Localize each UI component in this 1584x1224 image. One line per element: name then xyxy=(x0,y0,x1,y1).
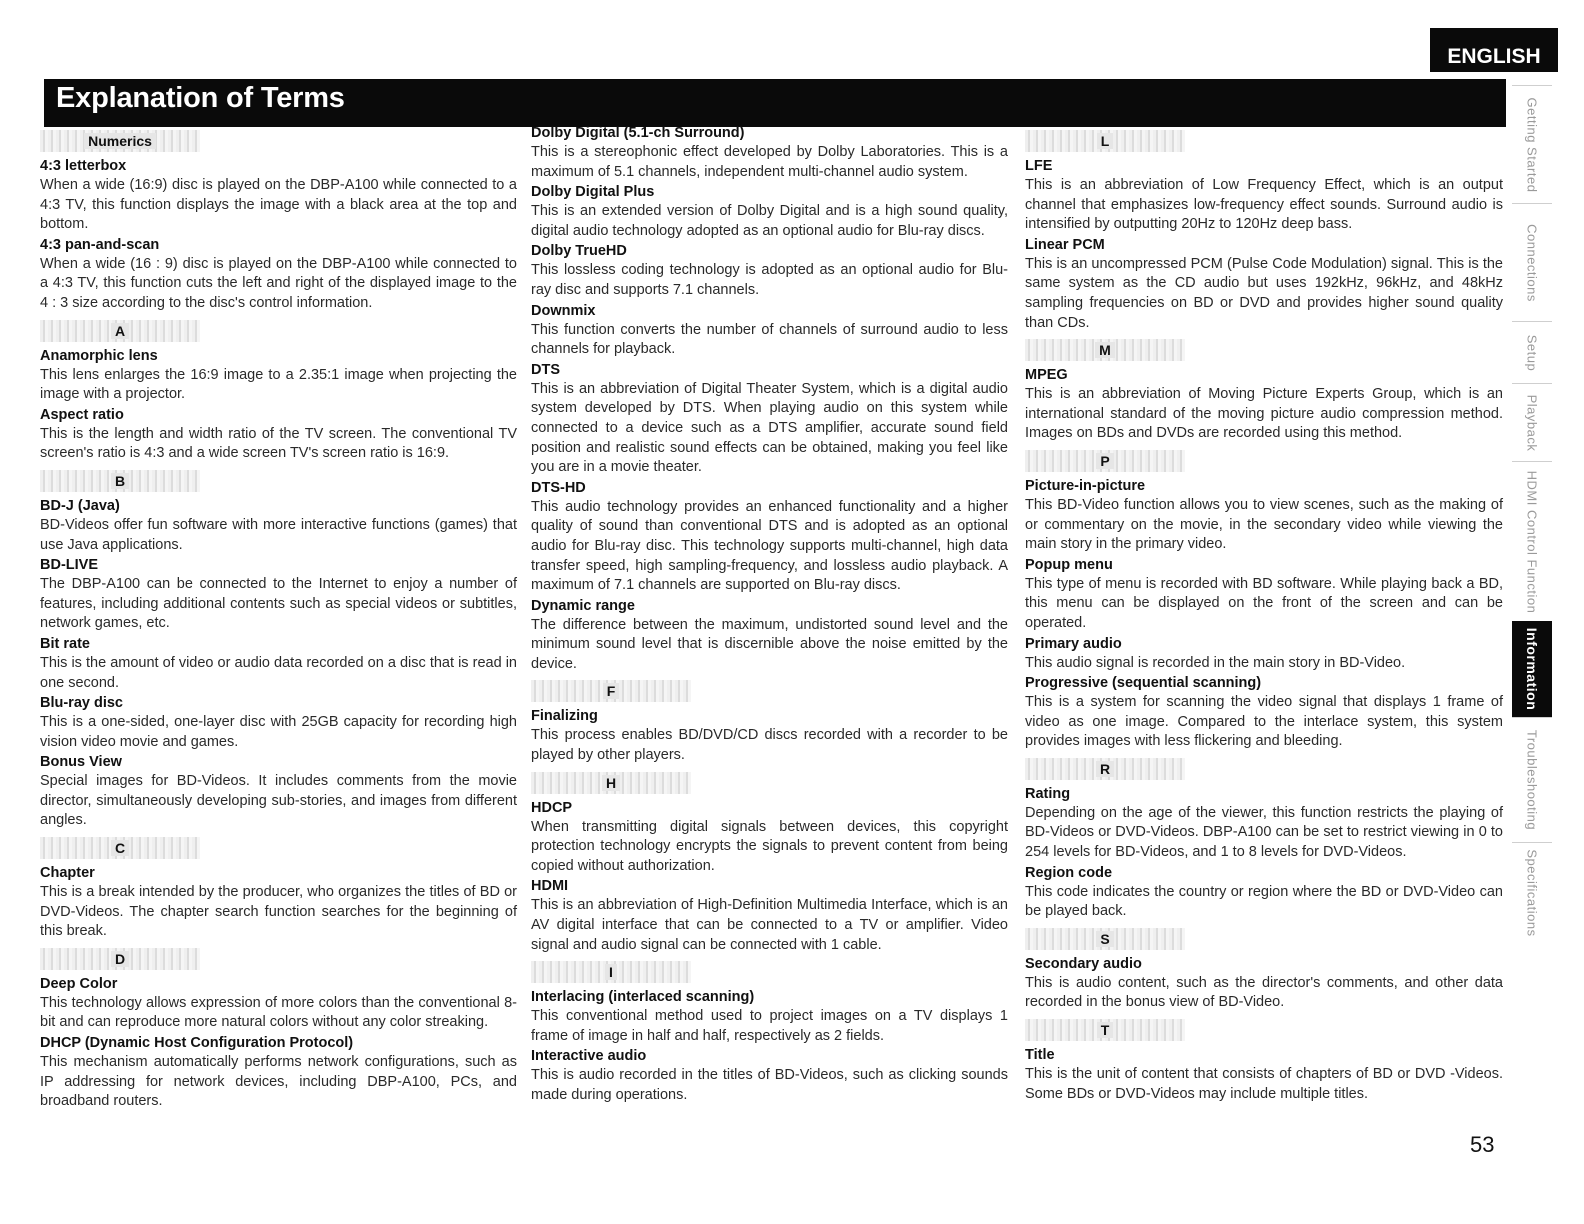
glossary-definition: This is an extended version of Dolby Digital and is a high sound quality, digital audio technology adopted as an optional audio for Blu-ray discs. xyxy=(531,203,1008,239)
glossary-definition: This code indicates the country or region where the BD or DVD-Video can be played back. xyxy=(1025,883,1503,920)
glossary-definition: When a wide (16 : 9) disc is played on the DBP-A100 while connected to a 4:3 TV, this function cuts the left and right of the displayed image to the 4 : 3 size according to the disc's control information. xyxy=(40,255,517,311)
glossary-term: 4:3 pan-and-scan xyxy=(40,236,160,253)
glossary-definition: This conventional method used to project images on a TV displays 1 frame of image in half and half, respectively as 2 fields. xyxy=(531,1008,1008,1044)
glossary-term: 4:3 letterbox xyxy=(40,158,127,174)
chapter-tab xyxy=(1512,621,1552,717)
section-letter: I xyxy=(605,964,617,980)
glossary-definition: This is an abbreviation of Low Frequency Effect, which is an output channel that emphasizes low-frequency effect sounds. Surround audio is intensified by outputting 20Hz to 120Hz deep bass. xyxy=(1025,177,1503,233)
section-letter: B xyxy=(111,473,129,489)
glossary-term: Bit rate xyxy=(40,635,90,652)
glossary-definition: Depending on the age of the viewer, this function restricts the playing of BD-Videos or DVD-Videos. DBP-A100 can be set to restrict viewing in 0 to 254 levels for BD-Videos, and 1 to 8 levels for DVD-Videos. xyxy=(1025,804,1503,861)
section-heading xyxy=(1025,339,1185,361)
glossary-term: MPEG xyxy=(1025,367,1068,384)
section-letter: L xyxy=(1097,133,1114,149)
chapter-tab-label: Information xyxy=(1524,627,1540,711)
section-heading xyxy=(531,680,691,702)
glossary-term: Aspect ratio xyxy=(40,406,124,423)
glossary-term: BD-LIVE xyxy=(40,557,98,574)
glossary-term: HDMI xyxy=(531,878,569,895)
glossary-term: Progressive (sequential scanning) xyxy=(1025,675,1262,692)
glossary-definition: This technology allows expression of more colors than the conventional 8-bit and can reproduce more natural colors without any color streaking. xyxy=(40,994,517,1031)
glossary-definition: This process enables BD/DVD/CD discs recorded with a recorder to be played by other players. xyxy=(531,727,1008,764)
section-heading xyxy=(40,320,200,342)
section-letter: C xyxy=(111,840,129,856)
glossary-definition: This is audio content, such as the director's comments, and other data recorded in the bonus view of BD-Video. xyxy=(1025,974,1503,1011)
chapter-tabs xyxy=(1512,85,1552,937)
section-heading xyxy=(40,948,200,970)
glossary-term: DTS xyxy=(531,361,560,378)
glossary-definition: When a wide (16:9) disc is played on the DBP-A100 while connected to a 4:3 TV, this function displays the image with a black area at the top and bottom. xyxy=(40,177,517,233)
glossary-term: Title xyxy=(1025,1047,1055,1064)
glossary-definition: This mechanism automatically performs network configurations, such as IP addressing for network devices, including DBP-A100, PCs, and broadband routers. xyxy=(40,1054,517,1110)
glossary-definition: This is the amount of video or audio data recorded on a disc that is read in one second. xyxy=(40,654,517,691)
section-heading xyxy=(1025,928,1185,950)
glossary-term: HDCP xyxy=(531,799,573,816)
glossary-term: Rating xyxy=(1025,785,1071,802)
glossary-term: Primary audio xyxy=(1025,635,1122,652)
language-tab: ENGLISH xyxy=(1430,28,1558,72)
glossary-column-3 xyxy=(1025,124,1503,1105)
glossary-term: Dynamic range xyxy=(531,597,635,614)
glossary-term: DHCP (Dynamic Host Configuration Protocol) xyxy=(40,1035,354,1052)
section-heading xyxy=(1025,130,1185,152)
glossary-definition: This is a break intended by the producer, who organizes the titles of BD or DVD-Videos. The chapter search function searches for the beginning of this break. xyxy=(40,884,517,940)
section-letter: R xyxy=(1096,761,1114,777)
section-letter: P xyxy=(1096,453,1113,469)
section-letter: F xyxy=(603,683,620,699)
section-letter: M xyxy=(1095,342,1115,358)
page-number: 53 xyxy=(1470,1132,1495,1157)
glossary-column-2 xyxy=(531,124,1008,1107)
glossary-definition: This BD-Video function allows you to view scenes, such as the making of or commentary on the movie, in the secondary video while viewing the main story in the primary video. xyxy=(1025,496,1503,553)
glossary-term: DTS-HD xyxy=(531,479,586,496)
chapter-tab-label: Connections xyxy=(1524,223,1540,302)
chapter-tab-label: Troubleshooting xyxy=(1524,729,1540,831)
glossary-term: Bonus View xyxy=(40,754,122,771)
chapter-tab-label: Specifications xyxy=(1524,848,1540,937)
glossary-term: Anamorphic lens xyxy=(40,347,158,364)
glossary-term: Downmix xyxy=(531,302,596,319)
page-title: Explanation of Terms xyxy=(56,82,345,114)
glossary-term: Interlacing (interlaced scanning) xyxy=(531,989,755,1006)
glossary-definition: This is a stereophonic effect developed by Dolby Laboratories. This is a maximum of 5.1 channels, independent multi-channel audio system. xyxy=(531,144,1008,180)
glossary-term: Region code xyxy=(1025,864,1113,881)
glossary-definition: This lossless coding technology is adopted as an optional audio for Blu-ray disc and supports 7.1 channels. xyxy=(531,262,1008,298)
section-heading xyxy=(1025,1019,1185,1041)
glossary-definition: This audio signal is recorded in the main story in BD-Video. xyxy=(1025,654,1406,671)
glossary-definition: This is an abbreviation of High-Definition Multimedia Interface, which is an AV digital interface that can be connected to a TV or amplifier. Video signal and audio signal can be connected with 1 cable. xyxy=(531,897,1008,953)
glossary-term: BD-J (Java) xyxy=(40,497,120,514)
glossary-definition: The DBP-A100 can be connected to the Internet to enjoy a number of features, including additional contents such as special videos or subtitles, network games, etc. xyxy=(40,576,517,632)
section-heading xyxy=(40,837,200,859)
section-heading xyxy=(1025,450,1185,472)
glossary-definition: This is an abbreviation of Moving Picture Experts Group, which is an international standard of the moving picture audio compression method. Images on BDs and DVDs are recorded using this method. xyxy=(1025,386,1503,442)
chapter-tab xyxy=(1512,461,1552,621)
section-letter: T xyxy=(1097,1022,1114,1038)
chapter-tab xyxy=(1512,85,1552,203)
glossary-definition: When transmitting digital signals between devices, this copyright protection technology encrypts the signals to prevent content from being copied without authorization. xyxy=(531,818,1008,874)
glossary-definition: This is the length and width ratio of the TV screen. The conventional TV screen's ratio is 4:3 and a wide screen TV's screen ratio is 16:9. xyxy=(40,425,517,462)
glossary-term: Deep Color xyxy=(40,975,118,992)
glossary-term: Linear PCM xyxy=(1025,236,1105,253)
chapter-tab xyxy=(1512,383,1552,461)
glossary-term: Dolby TrueHD xyxy=(531,243,627,260)
title-bar xyxy=(44,79,1506,127)
glossary-definition: This function converts the number of channels of surround audio to less channels for playback. xyxy=(531,321,1008,358)
section-letter: D xyxy=(111,951,129,967)
glossary-term: Finalizing xyxy=(531,708,598,725)
section-heading xyxy=(531,772,691,794)
chapter-tab xyxy=(1512,321,1552,383)
chapter-tab-label: Playback xyxy=(1524,394,1540,451)
glossary-definition: This is an uncompressed PCM (Pulse Code Modulation) signal. This is the same system as the CD audio but uses 192kHz, 96kHz, and 48kHz sampling frequencies on BD or DVD and provides higher sound quality than CDs. xyxy=(1025,255,1503,331)
glossary-term: Interactive audio xyxy=(531,1048,647,1065)
section-letter: H xyxy=(602,775,620,791)
glossary-definition: This is a system for scanning the video signal that displays 1 frame of video as one image. Compared to the interlace system, this system provides images with less flickering and bleeding. xyxy=(1025,694,1503,750)
chapter-tab-label: HDMI Control Function xyxy=(1524,470,1540,613)
glossary-definition: The difference between the maximum, undistorted sound level and the minimum sound level that is discernible above the noise emitted by the device. xyxy=(531,616,1008,672)
chapter-tab xyxy=(1512,203,1552,321)
chapter-tab xyxy=(1512,842,1552,942)
section-heading xyxy=(1025,758,1185,780)
glossary-term: LFE xyxy=(1025,158,1053,174)
section-heading xyxy=(531,961,691,983)
glossary-term: Picture-in-picture xyxy=(1025,477,1146,494)
glossary-definition: This type of menu is recorded with BD software. While playing back a BD, this menu can be displayed on the front of the screen and can be operated. xyxy=(1025,575,1503,631)
chapter-tab-label: Setup xyxy=(1524,334,1540,371)
chapter-tab-label: Getting Started xyxy=(1524,97,1540,192)
glossary-term: Secondary audio xyxy=(1025,955,1142,972)
glossary-definition: This is the unit of content that consists of chapters of BD or DVD -Videos. Some BDs or DVD-Videos may include multiple titles. xyxy=(1025,1066,1503,1102)
section-letter: A xyxy=(111,323,129,339)
section-heading xyxy=(40,130,200,152)
section-heading xyxy=(40,470,200,492)
chapter-tab xyxy=(1512,717,1552,842)
glossary-definition: This is an abbreviation of Digital Theater System, which is a digital audio system developed by DTS. When playing audio on this system while connected to a device such as a DTS amplifier, accurate sound field position and realistic sound effects can be obtained, making you feel like you are in a movie theater. xyxy=(531,380,1008,476)
section-letter: Numerics xyxy=(84,133,156,149)
section-letter: S xyxy=(1096,931,1113,947)
glossary-term: Chapter xyxy=(40,865,95,882)
glossary-definition: This is a one-sided, one-layer disc with 25GB capacity for recording high vision video movie and games. xyxy=(40,714,517,750)
glossary-definition: This lens enlarges the 16:9 image to a 2.35:1 image when projecting the image with a projector. xyxy=(40,366,517,403)
glossary-definition: BD-Videos offer fun software with more interactive functions (games) that use Java applications. xyxy=(40,516,517,553)
glossary-column-1 xyxy=(40,124,517,1113)
glossary-term: Dolby Digital Plus xyxy=(531,184,655,201)
glossary-term: Popup menu xyxy=(1025,556,1113,573)
glossary-definition: This is audio recorded in the titles of BD-Videos, such as clicking sounds made during operations. xyxy=(531,1067,1008,1103)
glossary-definition: Special images for BD-Videos. It includes comments from the movie director, simultaneously developing sub-stories, and images from different angles. xyxy=(40,773,517,829)
glossary-term: Dolby Digital (5.1-ch Surround) xyxy=(531,125,745,141)
glossary-term: Blu-ray disc xyxy=(40,695,123,712)
glossary-definition: This audio technology provides an enhanced functionality and a higher quality of sound than conventional DTS and is adopted as an optional audio for Blu-ray disc. This technology supports multi-channel, high data transfer speed, high sampling-frequency, and lossless audio playback. A maximum of 7.1 channels are supported on Blu-ray discs. xyxy=(531,498,1008,594)
